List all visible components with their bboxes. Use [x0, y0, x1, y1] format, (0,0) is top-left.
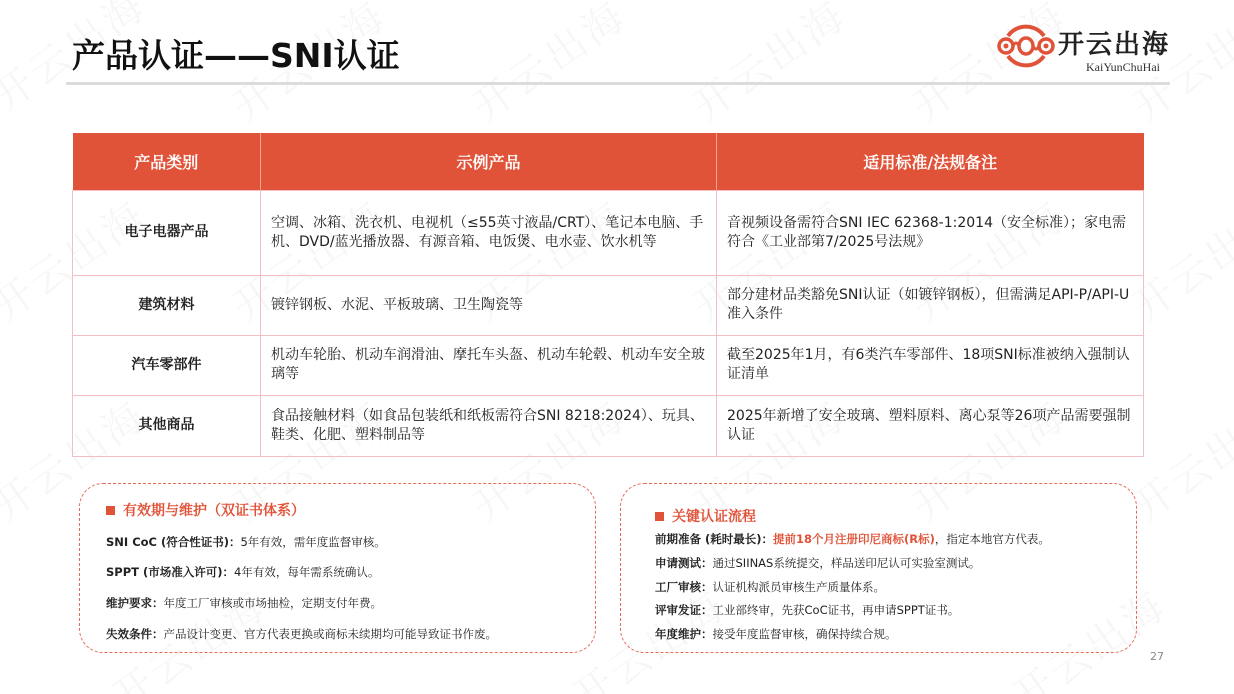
- examples-cell: 镀锌钢板、水泥、平板玻璃、卫生陶瓷等: [261, 275, 717, 335]
- category-cell: 电子电器产品: [73, 190, 261, 275]
- title-divider: [66, 82, 1170, 85]
- column-header-examples: 示例产品: [261, 133, 717, 190]
- table-row: [73, 275, 1144, 335]
- step-label: 评审发证：: [655, 603, 713, 617]
- certification-process-box: [620, 483, 1137, 653]
- item-text: 4年有效，每年需系统确认。: [234, 565, 380, 579]
- validity-maintenance-box: [79, 483, 596, 653]
- process-step: [655, 626, 897, 642]
- watermark-text: [680, 0, 857, 132]
- step-text: 接受年度监督审核，确保持续合规。: [712, 627, 897, 641]
- step-label: 工厂审核：: [655, 580, 713, 594]
- category-cell: 其他商品: [73, 395, 261, 456]
- item-text: 5年有效，需年度监督审核。: [240, 535, 386, 549]
- process-step: [655, 555, 980, 571]
- notes-cell: 截至2025年1月，有6类汽车零部件、18项SNI标准被纳入强制认证清单: [717, 335, 1144, 395]
- watermark-text: [460, 0, 637, 132]
- column-header-notes: 适用标准/法规备注: [717, 133, 1144, 190]
- logo-text-en: KaiYunChuHai: [1086, 60, 1160, 74]
- table-row: [73, 335, 1144, 395]
- item-label: SPPT (市场准入许可)：: [106, 565, 234, 579]
- table-header-row: [73, 133, 1144, 190]
- process-box-title: [655, 506, 756, 526]
- process-box-title-text: 关键认证流程: [672, 509, 756, 525]
- category-cell: 汽车零部件: [73, 335, 261, 395]
- validity-item: [106, 626, 497, 642]
- step-label: 前期准备 (耗时最长)：: [655, 532, 774, 546]
- step-label: 申请测试：: [655, 556, 713, 570]
- item-text: 年度工厂审核或市场抽检，定期支付年费。: [163, 596, 382, 610]
- step-highlight: 提前18个月注册印尼商标(R标): [773, 532, 935, 546]
- step-text: 认证机构派员审核生产质量体系。: [712, 580, 885, 594]
- cloud-circle-logo-icon: [996, 18, 1056, 74]
- validity-item: [106, 564, 379, 580]
- step-text: 工业部终审，先获CoC证书，再申请SPPT证书。: [712, 603, 960, 617]
- table-row: [73, 395, 1144, 456]
- square-bullet-icon: [106, 506, 115, 515]
- validity-item: [106, 534, 386, 550]
- item-text: 产品设计变更、官方代表更换或商标未续期均可能导致证书作废。: [163, 627, 497, 641]
- category-cell: 建筑材料: [73, 275, 261, 335]
- page-number: 27: [1150, 650, 1164, 663]
- square-bullet-icon: [655, 512, 664, 521]
- validity-box-title-text: 有效期与维护（双证书体系）: [123, 503, 305, 519]
- notes-cell: 音视频设备需符合SNI IEC 62368-1:2014（安全标准）；家电需符合《工业部第7/2025号法规》: [717, 190, 1144, 275]
- brand-logo: [996, 18, 1206, 78]
- item-label: SNI CoC (符合性证书)：: [106, 535, 241, 549]
- certification-table: [72, 133, 1144, 457]
- notes-cell: 2025年新增了安全玻璃、塑料原料、离心泵等26项产品需要强制认证: [717, 395, 1144, 456]
- table-row: [73, 190, 1144, 275]
- logo-text-cn: 开云出海: [1058, 30, 1171, 60]
- process-step: [655, 579, 885, 595]
- examples-cell: 空调、冰箱、洗衣机、电视机（≤55英寸液晶/CRT）、笔记本电脑、手机、DVD/蓝光播放器、有源音箱、电饭煲、电水壶、饮水机等: [261, 190, 717, 275]
- column-header-category: 产品类别: [73, 133, 261, 190]
- step-text: 通过SIINAS系统提交，样品送印尼认可实验室测试。: [712, 556, 981, 570]
- examples-cell: 食品接触材料（如食品包装纸和纸板需符合SNI 8218:2024）、玩具、鞋类、化肥、塑料制品等: [261, 395, 717, 456]
- page-title: 产品认证——SNI认证: [72, 36, 400, 75]
- validity-box-title: [106, 500, 305, 520]
- examples-cell: 机动车轮胎、机动车润滑油、摩托车头盔、机动车轮毂、机动车安全玻璃等: [261, 335, 717, 395]
- process-step: [655, 531, 1050, 547]
- notes-cell: 部分建材品类豁免SNI认证（如镀锌钢板），但需满足API-P/API-U准入条件: [717, 275, 1144, 335]
- process-step: [655, 602, 959, 618]
- step-text: ，指定本地官方代表。: [934, 532, 1050, 546]
- step-label: 年度维护：: [655, 627, 713, 641]
- item-label: 失效条件：: [106, 627, 164, 641]
- item-label: 维护要求：: [106, 596, 164, 610]
- validity-item: [106, 595, 382, 611]
